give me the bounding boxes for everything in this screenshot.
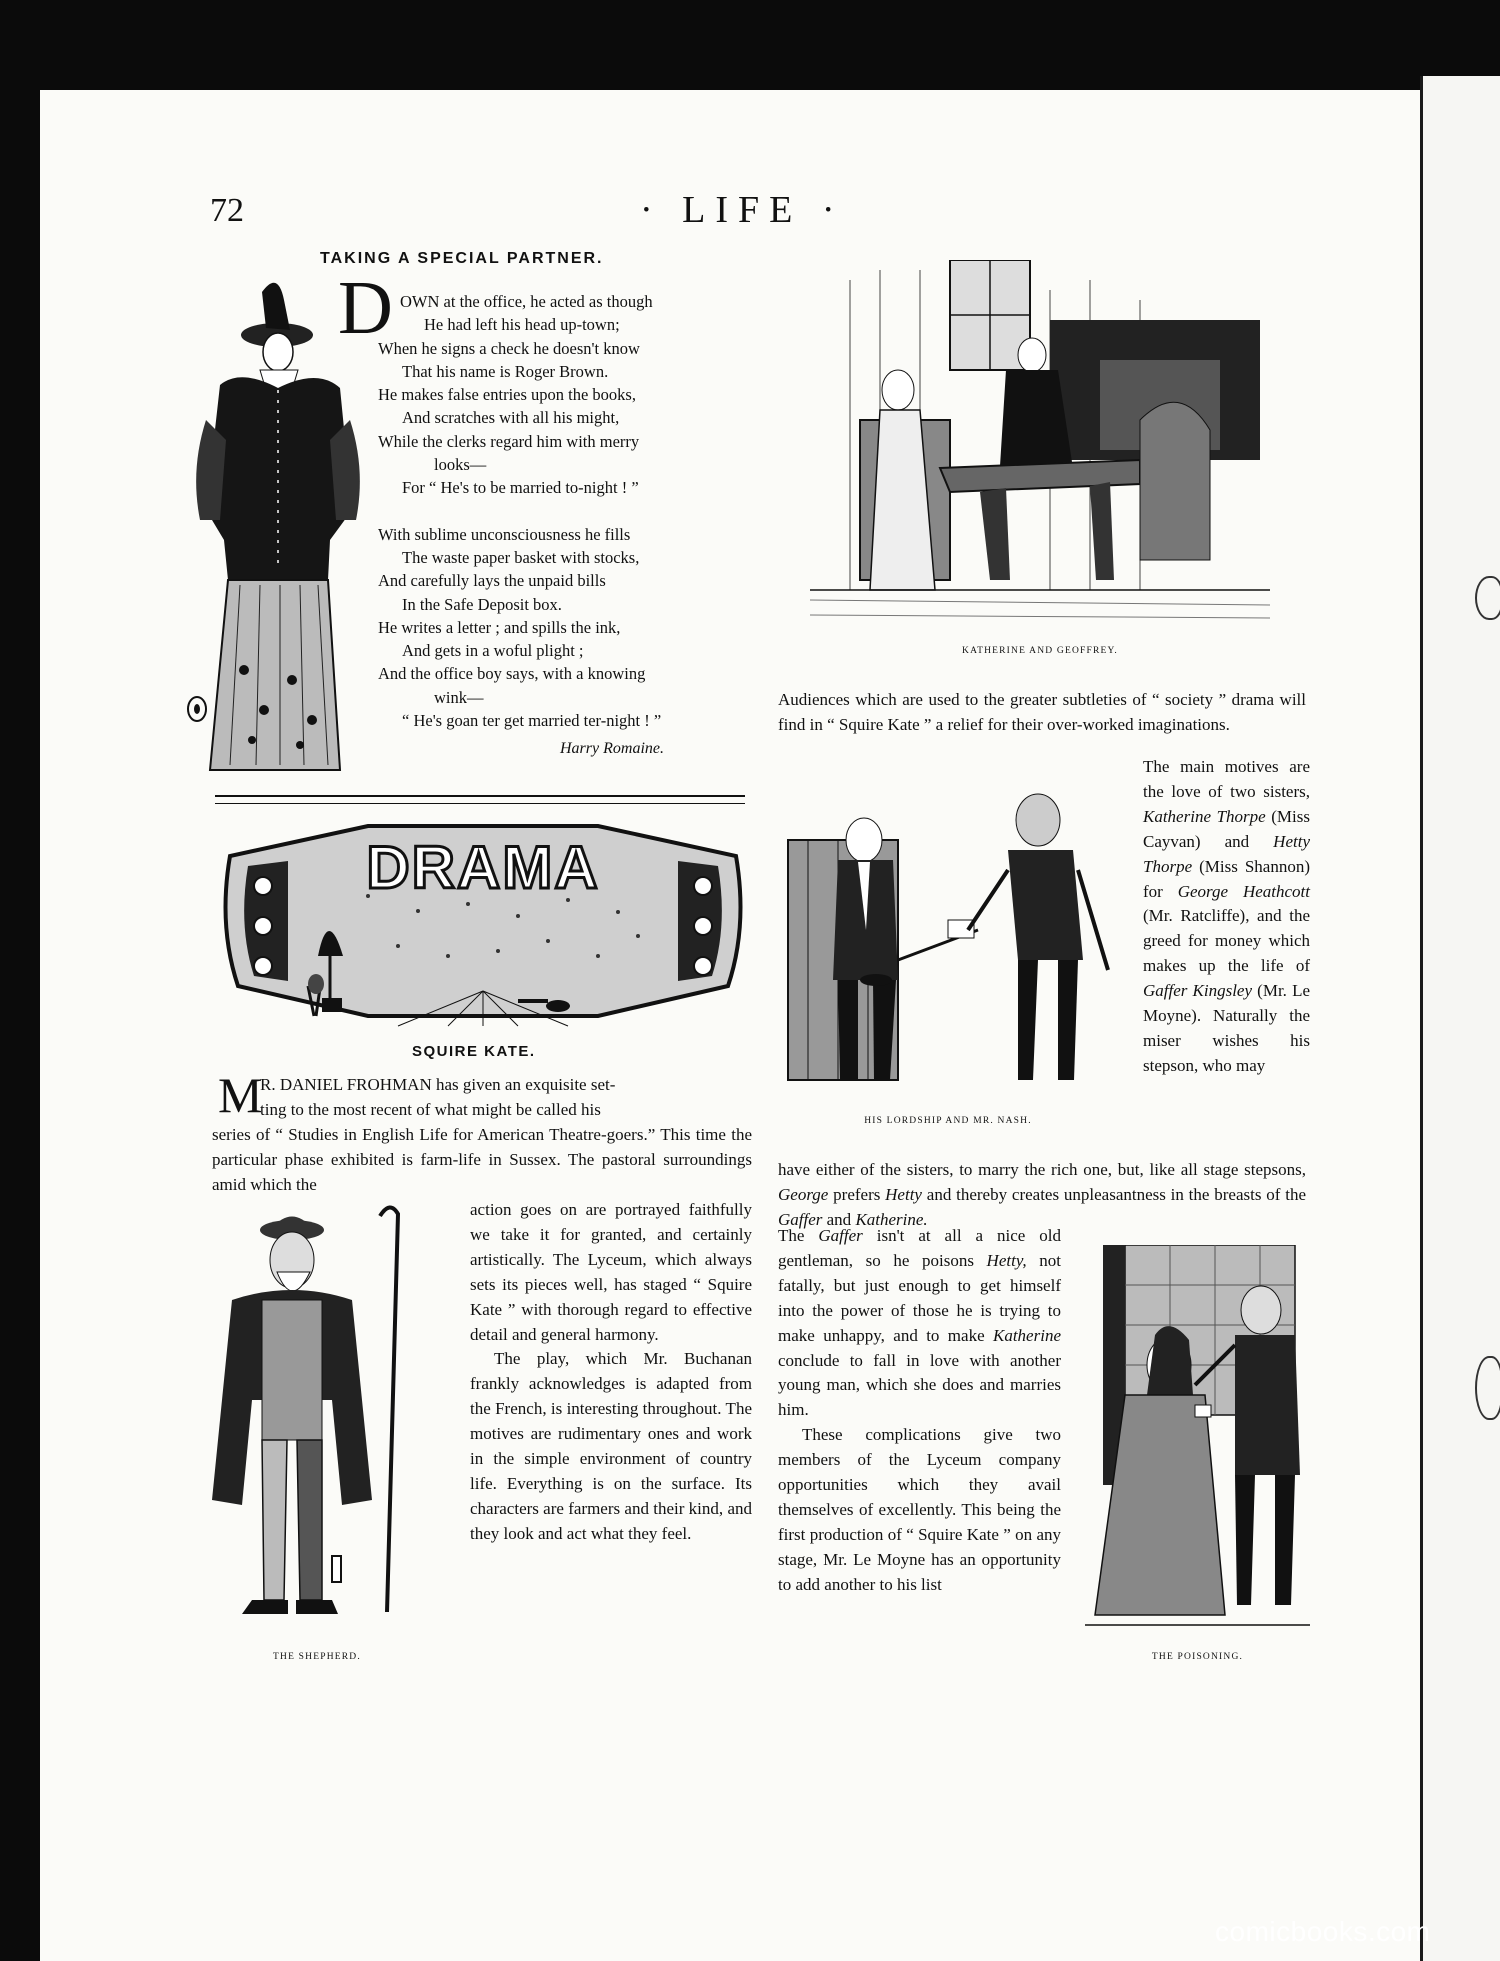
character-name: Gaffer Kingsley [1143, 981, 1253, 1001]
paragraph [1143, 755, 1310, 1079]
poem-drop-cap: D [338, 266, 393, 350]
article-column-e [778, 1224, 1061, 1598]
text-run: The [778, 1226, 819, 1245]
character-name: Hetty, [986, 1250, 1027, 1270]
paragraph: The play, which Mr. Buchanan frankly acknowledges is adapted from the French, is interesting throughout. The motives are rudimentary ones and work in the simple environment of country life. Everything is on the surface. Its characters are farmers and their kind, and they look and act what they feel. [470, 1349, 752, 1543]
ornament-icon [184, 694, 210, 724]
poem-line: He writes a letter ; and spills the ink, [378, 617, 621, 637]
poem-line: He had left his head up-town; [424, 315, 620, 335]
poem-line: wink— [434, 687, 484, 707]
text-run: isn't at all a nice old gentleman, so he poisons [778, 1226, 1061, 1270]
poem-line: He makes false entries upon the books, [378, 385, 636, 405]
poem-line: That his name is Roger Brown. [402, 361, 609, 381]
text-run: (Mr. Le Moyne). Naturally the miser wishes his stepson, who may [1143, 981, 1310, 1075]
character-name: Gaffer [818, 1226, 863, 1245]
masthead: · LIFE · [640, 189, 845, 231]
text-run: conclude to fall in love with another young man, which she does and marries him. [778, 1350, 1061, 1420]
shepherd-illustration [192, 1200, 442, 1640]
character-name: Katherine. [855, 1209, 928, 1229]
poem-line: In the Safe Deposit box. [402, 594, 562, 614]
stanza-break [378, 500, 746, 523]
text-run: (Miss Shannon) for [1143, 856, 1310, 901]
article-column-c [1143, 755, 1310, 1079]
article-column-b [778, 688, 1306, 738]
lead-line-1: R. DANIEL FROHMAN has given an exquisite set- [260, 1075, 616, 1094]
adjacent-page-fragment [1475, 576, 1500, 620]
caption-shepherd: THE SHEPHERD. [273, 1652, 361, 1662]
poem-author: Harry Romaine. [560, 740, 664, 757]
katherine-and-geoffrey-illustration [810, 260, 1270, 630]
paragraph [778, 1224, 1061, 1423]
caption-poisoning: THE POISONING. [1151, 1652, 1244, 1662]
poem-body [378, 290, 746, 732]
page-number: 72 [210, 192, 244, 229]
article-drop-cap: M [218, 1067, 263, 1123]
paragraph [778, 1158, 1306, 1233]
drama-banner-illustration [218, 816, 748, 1031]
character-name: Gaffer [778, 1209, 823, 1229]
poem-line: OWN at the office, he acted as though [400, 292, 653, 311]
paragraph: Audiences which are used to the greater subtleties of “ society ” drama will find in “ Squire Kate ” a relief for their over-worked imaginations. [778, 690, 1306, 734]
poem-line: And carefully lays the unpaid bills [378, 571, 606, 591]
paragraph: action goes on are portrayed faithfully we take it for granted, and certainly artistically. The Lyceum, which always sets its pieces well, has staged “ Squire Kate ” with thorough regard to effective detail and general harmony. [470, 1200, 752, 1344]
text-run: prefers [828, 1184, 886, 1204]
poem-line: The waste paper basket with stocks, [402, 547, 640, 567]
poem-line: looks— [434, 455, 487, 475]
article-title: SQUIRE KATE. [412, 1043, 536, 1060]
character-name: Hetty [885, 1184, 922, 1204]
poem-title: TAKING A SPECIAL PARTNER. [320, 250, 604, 267]
text-run: The main motives are the love of two sisters, [1143, 757, 1310, 801]
section-divider [215, 795, 745, 804]
text-run: not fatally, but just enough to get himself into the power of those he is trying to make unhappy, and to make [778, 1250, 1062, 1345]
lordship-and-nash-illustration [778, 780, 1118, 1100]
poem-line: While the clerks regard him with merry [378, 431, 640, 451]
lead-rest: series of “ Studies in English Life for American Theatre-goers.” This time the particular phase exhibited is farm-life in Sussex. The pastoral surroundings amid which the [212, 1124, 752, 1194]
character-name: George Heathcott [1177, 881, 1310, 901]
poem-line: With sublime unconsciousness he fills [378, 524, 631, 544]
character-name: George [778, 1184, 829, 1204]
caption-katherine-and-geoffrey: KATHERINE AND GEOFFREY. [962, 646, 1118, 656]
caption-lordship-and-nash: HIS LORDSHIP AND MR. NASH. [864, 1116, 1032, 1126]
drama-banner-text: DRAMA [366, 834, 600, 901]
character-name: Hetty Thorpe [1143, 831, 1310, 876]
lead-line-2: ting to the most recent of what might be called his [260, 1099, 601, 1119]
text-run: and [822, 1209, 856, 1229]
poem-line: And scratches with all his might, [402, 408, 620, 428]
character-name: Katherine Thorpe [1143, 806, 1266, 826]
poisoning-illustration [1085, 1245, 1310, 1640]
text-run: and thereby creates unpleasantness in the breasts of the [921, 1184, 1306, 1204]
article-column-d [778, 1158, 1306, 1233]
article-lead [212, 1073, 752, 1198]
adjacent-page-edge [1420, 76, 1500, 1961]
poem-line: And the office boy says, with a knowing [378, 664, 646, 684]
text-run: (Mr. Ratcliffe), and the greed for money which makes up the life of [1143, 906, 1310, 976]
article-column-a [470, 1198, 752, 1547]
paragraph: These complications give two members of the Lyceum company opportunities which they avail themselves of excellently. This being the first production of “ Squire Kate ” on any stage, Mr. Le Moyne has an opportunity to add another to his list [778, 1425, 1061, 1594]
text-run: (Miss Cayvan) and [1143, 806, 1310, 851]
poem-line: When he signs a check he doesn't know [378, 338, 640, 358]
watermark-link[interactable]: comicbooks.com [1215, 1916, 1431, 1947]
poem-line: And gets in a woful plight ; [402, 641, 584, 661]
poem-line: “ He's goan ter get married ter-night ! ” [402, 711, 662, 731]
adjacent-page-fragment [1475, 1356, 1500, 1420]
text-run: have either of the sisters, to marry the rich one, but, like all stage stepsons, [778, 1160, 1306, 1179]
poem-line: For “ He's to be married to-night ! ” [402, 478, 639, 498]
character-name: Katherine [993, 1325, 1061, 1345]
